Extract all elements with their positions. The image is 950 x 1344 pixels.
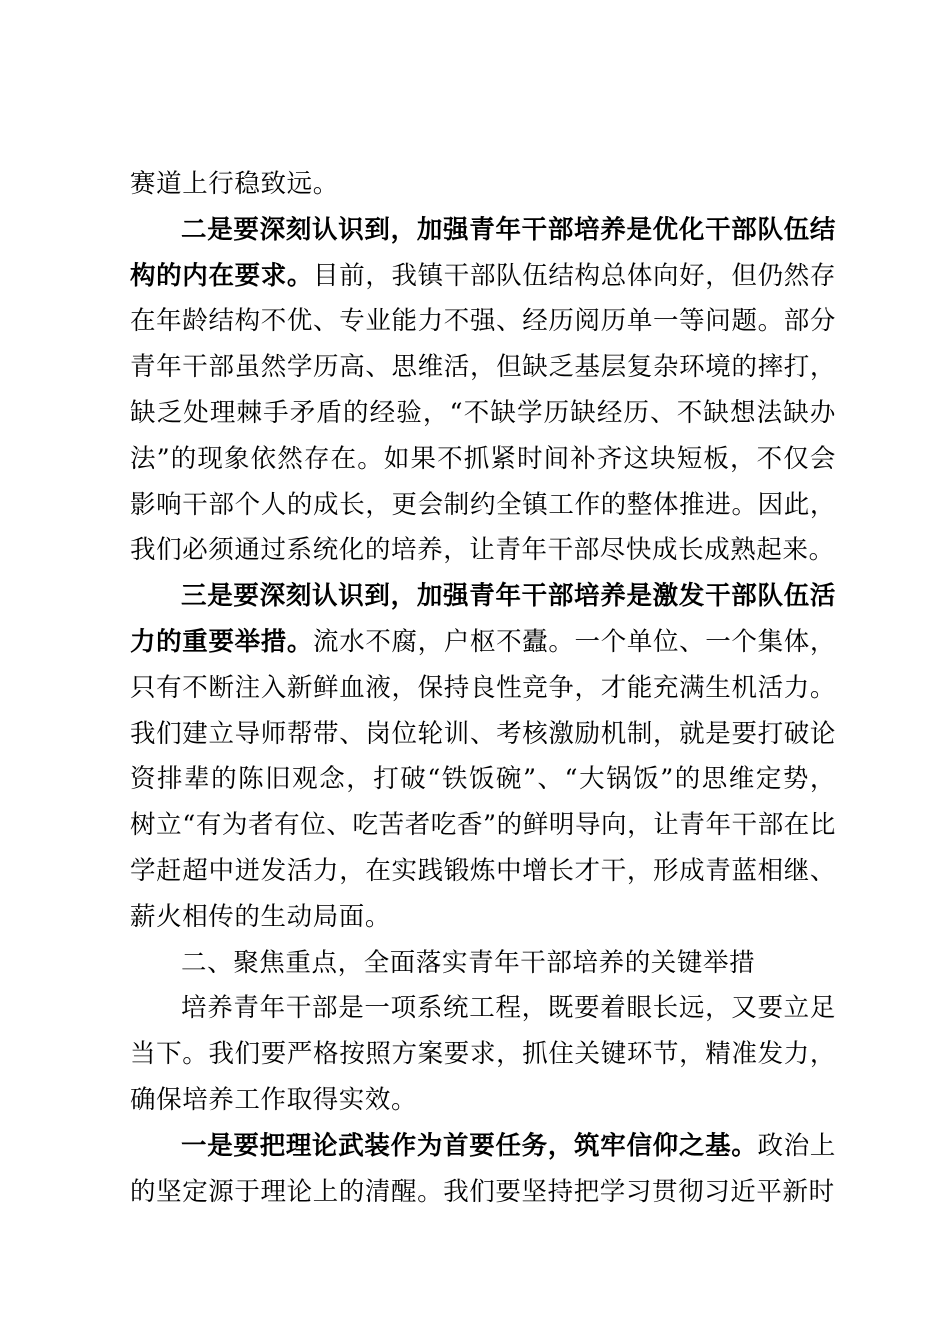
section-heading: [130, 941, 836, 987]
paragraph-heading: 二是要深刻认识到，加强青年干部培养是优化干部队伍结构的内在要求。: [130, 214, 836, 291]
paragraph-text: 政治上的坚定源于理论上的清醒。我们要坚持把学习贯彻习近平新时: [130, 1130, 836, 1207]
document-body: [130, 162, 836, 1215]
paragraph-text: 流水不腐，户枢不蠹。一个单位、一个集体，只有不断注入新鲜血液，保持良性竞争，才能充满生机活力。我们建立导师帮带、岗位轮训、考核激励机制，就是要打破论资排辈的陈旧观念，打破“铁饭碗”、“大锅饭”的思维定势，树立“有为者有位、吃苦者吃香”的鲜明导向，让青年干部在比学赶超中迸发活力，在实践锻炼中增长才干，形成青蓝相继、薪火相传的生动局面。: [130, 626, 836, 932]
paragraph-point-three: [130, 574, 836, 940]
paragraph-text: 目前，我镇干部队伍结构总体向好，但仍然存在年龄结构不优、专业能力不强、经历阅历单一等问题。部分青年干部虽然学历高、思维活，但缺乏基层复杂环境的摔打，缺乏处理棘手矛盾的经验，“不缺学历缺经历、不缺想法缺办法”的现象依然存在。如果不抓紧时间补齐这块短板，不仅会影响干部个人的成长，更会制约全镇工作的整体推进。因此，我们必须通过系统化的培养，让青年干部尽快成长成熟起来。: [130, 260, 836, 566]
paragraph-continuation: [130, 162, 836, 208]
paragraph-point-one: [130, 1124, 836, 1216]
section-heading-text: 二、聚焦重点，全面落实青年干部培养的关键举措: [181, 947, 756, 978]
paragraph-point-two: [130, 208, 836, 574]
paragraph-text: 培养青年干部是一项系统工程，既要着眼长远，又要立足当下。我们要严格按照方案要求，抓住关键环节，精准发力，确保培养工作取得实效。: [130, 993, 836, 1115]
paragraph-text: 赛道上行稳致远。: [130, 169, 339, 199]
paragraph-intro: [130, 986, 836, 1123]
paragraph-heading: 一是要把理论武装作为首要任务，筑牢信仰之基。: [181, 1130, 758, 1161]
paragraph-heading: 三是要深刻认识到，加强青年干部培养是激发干部队伍活力的重要举措。: [130, 581, 836, 657]
